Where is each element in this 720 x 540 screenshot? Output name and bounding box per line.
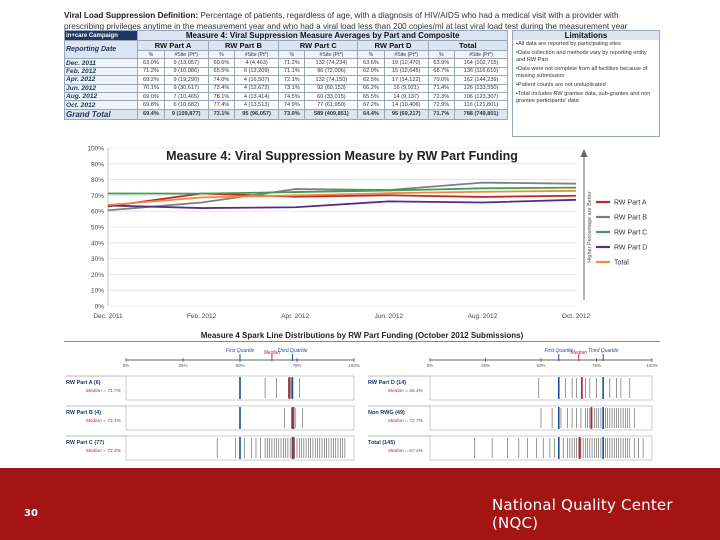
column-subheader: %	[358, 51, 384, 59]
table-cell: 4 (13,513)	[235, 101, 279, 109]
table-cell: 116 (121,801)	[455, 101, 508, 109]
y-tick-label: 80%	[90, 177, 104, 185]
row-date: Dec. 2011	[65, 59, 138, 67]
total-cell: 788 (749,801)	[455, 109, 508, 119]
column-subheader: #Site (Pt*)	[384, 51, 428, 59]
spark-chart-title: Measure 4 Spark Line Distributions by RW Part Funding (October 2012 Submissions)	[200, 331, 524, 340]
limitations-list	[513, 40, 659, 108]
panel-median-label: Median = 73.4%	[86, 449, 121, 454]
table-cell: 69.2%	[138, 76, 164, 84]
table-cell: 63.9%	[428, 59, 454, 67]
y-tick-label: 60%	[90, 208, 104, 216]
table-cell: 70.0%	[428, 76, 454, 84]
panel-label: RW Part D (14)	[368, 380, 407, 386]
table-row	[65, 76, 508, 84]
table-row	[65, 101, 508, 109]
table-cell: 60.6%	[208, 59, 234, 67]
y-tick-label: 0%	[94, 303, 104, 311]
table-cell: 17 (14,122)	[384, 76, 428, 84]
total-cell: 589 (409,851)	[305, 109, 358, 119]
y-tick-label: 10%	[90, 287, 104, 295]
y-tick-label: 70%	[90, 192, 104, 200]
table-cell: 126 (133,550)	[455, 84, 508, 92]
table-cell: 15 (12,645)	[384, 67, 428, 75]
table-cell: 4 (13,414)	[235, 92, 279, 100]
summary-section	[64, 30, 660, 137]
quartile-label: First Quartile	[544, 348, 574, 354]
group-header: RW Part B	[208, 41, 278, 51]
table-cell: 77 (61,950)	[305, 101, 358, 109]
table-cell: 63.6%	[358, 59, 384, 67]
quartile-label: First Quartile	[225, 348, 255, 354]
table-cell: 4 (12,672)	[235, 84, 279, 92]
table-cell: 16 (9,921)	[384, 84, 428, 92]
row-date: Feb. 2012	[65, 67, 138, 75]
definition-text: Percentage of patients, regardless of age, with a diagnosis of HIV/AIDS who had a medical visit with a provider with prescribing privileges anytime in the measurement year and who had a viral load less than 200 copies/ml at last viral load test during the measurement year	[64, 11, 628, 31]
total-cell: 73.0%	[279, 109, 305, 119]
summary-table-title: Measure 4: Viral Suppression Measure Averages by Part and Composite	[138, 31, 508, 41]
table-cell: 71.2%	[138, 67, 164, 75]
table-row	[65, 59, 508, 67]
grand-total-label: Grand Total	[65, 109, 138, 119]
campaign-label: in+care Campaign	[65, 31, 138, 41]
total-cell: 69.4%	[138, 109, 164, 119]
spark-tick-label: 25%	[178, 363, 188, 368]
table-cell: 162 (144,239)	[455, 76, 508, 84]
table-cell: 62.5%	[358, 76, 384, 84]
table-cell: 63.0%	[138, 59, 164, 67]
spark-tick-label: 25%	[480, 363, 491, 368]
table-cell: 72.9%	[428, 101, 454, 109]
table-cell: 6 (12,209)	[235, 67, 279, 75]
line-chart-svg	[64, 140, 660, 326]
spark-tick-label: 50%	[536, 363, 546, 368]
limitations-box	[512, 30, 660, 137]
panel-median-label: Median = 68.4%	[388, 389, 423, 394]
table-cell: 74.9%	[279, 101, 305, 109]
limitation-item: ▪ Data collection and methods vary by reporting entity and RW Part	[516, 50, 656, 63]
panel-label: RW Part A (6)	[66, 380, 101, 386]
y-tick-label: 20%	[90, 271, 104, 279]
total-cell: 64.4%	[358, 109, 384, 119]
total-cell: 95 (96,057)	[235, 109, 279, 119]
spark-tick-label: 100%	[348, 363, 360, 368]
panel-label: RW Part B (4)	[66, 410, 102, 416]
column-subheader: %	[138, 51, 164, 59]
x-tick-label: Aug. 2012	[467, 313, 498, 320]
table-cell: 6 (10,682)	[164, 101, 208, 109]
table-row	[65, 67, 508, 75]
arrow-head	[581, 149, 588, 157]
table-cell: 74.0%	[208, 76, 234, 84]
line-chart-title: Measure 4: Viral Suppression Measure by RW Part Funding	[166, 149, 518, 163]
table-cell: 66.2%	[358, 84, 384, 92]
x-tick-label: Dec. 2011	[93, 313, 123, 320]
column-subheader: %	[279, 51, 305, 59]
total-cell: 95 (69,217)	[384, 109, 428, 119]
spark-tick-label: 0%	[122, 363, 130, 368]
line-chart	[64, 140, 660, 326]
arrow-caption: Higher Percentage are Better	[587, 191, 593, 263]
y-tick-label: 90%	[90, 161, 104, 169]
table-cell: 70.1%	[138, 84, 164, 92]
column-subheader: %	[428, 51, 454, 59]
x-tick-label: Apr. 2012	[281, 313, 310, 320]
table-cell: 71.4%	[428, 84, 454, 92]
table-cell: 62.0%	[358, 67, 384, 75]
y-tick-label: 40%	[90, 240, 104, 248]
table-cell: 136 (116,610)	[455, 67, 508, 75]
table-cell: 77.4%	[208, 101, 234, 109]
summary-table	[64, 30, 508, 120]
table-cell: 60 (33,015)	[305, 92, 358, 100]
panel-median-label: Median = 71.7%	[86, 389, 121, 394]
quartile-label: Third Quartile	[588, 348, 619, 354]
group-header: Total	[428, 41, 507, 51]
panel-median-label: Median = 73.4%	[86, 419, 121, 424]
table-cell: 106 (123,307)	[455, 92, 508, 100]
panel-median-label: Median = 67.4%	[388, 449, 423, 454]
table-cell: 4 (4,463)	[235, 59, 279, 67]
table-cell: 68.7%	[428, 67, 454, 75]
panel-label: RW Part C (77)	[66, 440, 105, 446]
table-cell: 9 (19,290)	[164, 76, 208, 84]
column-subheader: %	[208, 51, 234, 59]
column-subheader: #Site (Pt*)	[455, 51, 508, 59]
table-cell: 71.2%	[279, 59, 305, 67]
row-date: Apr. 2012	[65, 76, 138, 84]
table-cell: 74.5%	[279, 92, 305, 100]
limitation-item: ▪ All data are reported by participating sites	[516, 41, 656, 47]
total-cell: 73.1%	[208, 109, 234, 119]
panel-median-label: Median = 72.7%	[388, 419, 423, 424]
table-cell: 14 (9,137)	[384, 92, 428, 100]
grand-total-row	[65, 109, 508, 119]
legend-label: RW Part D	[614, 244, 648, 252]
spark-panel-frame	[430, 376, 652, 400]
limitations-title: Limitations	[513, 31, 659, 40]
x-tick-label: Oct. 2012	[561, 313, 591, 320]
legend-label: RW Part A	[614, 199, 647, 207]
column-subheader: #Site (Pt*)	[164, 51, 208, 59]
table-cell: 72.1%	[279, 76, 305, 84]
table-cell: 4 (16,507)	[235, 76, 279, 84]
measure-definition	[64, 11, 660, 32]
definition-label: Viral Load Suppression Definition:	[64, 11, 199, 20]
table-row	[65, 92, 508, 100]
table-cell: 19 (12,470)	[384, 59, 428, 67]
legend-label: RW Part C	[614, 229, 648, 237]
table-cell: 132 (74,150)	[305, 76, 358, 84]
table-cell: 92 (60,153)	[305, 84, 358, 92]
y-tick-label: 100%	[87, 145, 104, 153]
quartile-label: Median	[263, 350, 281, 356]
column-subheader: #Site (Pt*)	[235, 51, 279, 59]
table-cell: 96 (72,006)	[305, 67, 358, 75]
group-header: RW Part A	[138, 41, 208, 51]
column-subheader: #Site (Pt*)	[305, 51, 358, 59]
row-date: Aug. 2012	[65, 92, 138, 100]
quartile-label: Median	[570, 350, 587, 356]
spark-tick-label: 100%	[646, 363, 658, 368]
limitation-item: ▪ Data were not complete from all facilities because of missing submission	[516, 66, 656, 79]
table-cell: 14 (10,406)	[384, 101, 428, 109]
total-cell: 9 (109,877)	[164, 109, 208, 119]
table-cell: 65.5%	[208, 67, 234, 75]
table-cell: 65.5%	[358, 92, 384, 100]
table-cell: 73.1%	[279, 84, 305, 92]
table-cell: 9 (10,086)	[164, 67, 208, 75]
group-header: RW Part D	[358, 41, 428, 51]
group-header: RW Part C	[279, 41, 358, 51]
table-cell: 69.8%	[138, 101, 164, 109]
reporting-date-header: Reporting Date	[65, 41, 138, 59]
table-cell: 72.3%	[428, 92, 454, 100]
y-tick-label: 50%	[90, 224, 104, 232]
organization-name: National Quality Center (NQC)	[492, 496, 673, 532]
spark-tick-label: 0%	[426, 363, 434, 368]
limitation-item: ▪ Total includes RW grantee data, sub-grantee and non grantee participants' data	[516, 91, 656, 104]
x-tick-label: Feb. 2012	[186, 313, 217, 320]
table-cell: 9 (30,617)	[164, 84, 208, 92]
spark-chart	[64, 342, 660, 468]
spark-tick-label: 75%	[591, 363, 602, 368]
table-cell: 67.2%	[358, 101, 384, 109]
table-cell: 71.1%	[279, 67, 305, 75]
x-tick-label: Jun. 2012	[374, 313, 404, 320]
panel-label: Total (145)	[368, 440, 396, 446]
table-cell: 7 (10,465)	[164, 92, 208, 100]
spark-tick-label: 75%	[292, 363, 302, 368]
table-cell: 69.0%	[138, 92, 164, 100]
table-cell: 78.1%	[208, 92, 234, 100]
table-cell: 73.4%	[208, 84, 234, 92]
y-tick-label: 30%	[90, 256, 104, 264]
table-cell: 132 (74,234)	[305, 59, 358, 67]
legend-label: Total	[614, 259, 629, 267]
panel-label: Non RWG (49)	[368, 410, 405, 416]
total-cell: 71.7%	[428, 109, 454, 119]
table-cell: 164 (102,715)	[455, 59, 508, 67]
spark-tick-label: 50%	[235, 363, 245, 368]
page-number: 30	[24, 508, 38, 519]
legend-label: RW Part B	[614, 214, 647, 222]
quartile-label: Third Quartile	[277, 348, 308, 354]
row-date: Oct. 2012	[65, 101, 138, 109]
table-cell: 9 (13,057)	[164, 59, 208, 67]
table-row	[65, 84, 508, 92]
row-date: Jun. 2012	[65, 84, 138, 92]
limitation-item: ▪ Patient counts are not unduplicated	[516, 82, 656, 88]
spark-chart-svg	[64, 342, 660, 468]
